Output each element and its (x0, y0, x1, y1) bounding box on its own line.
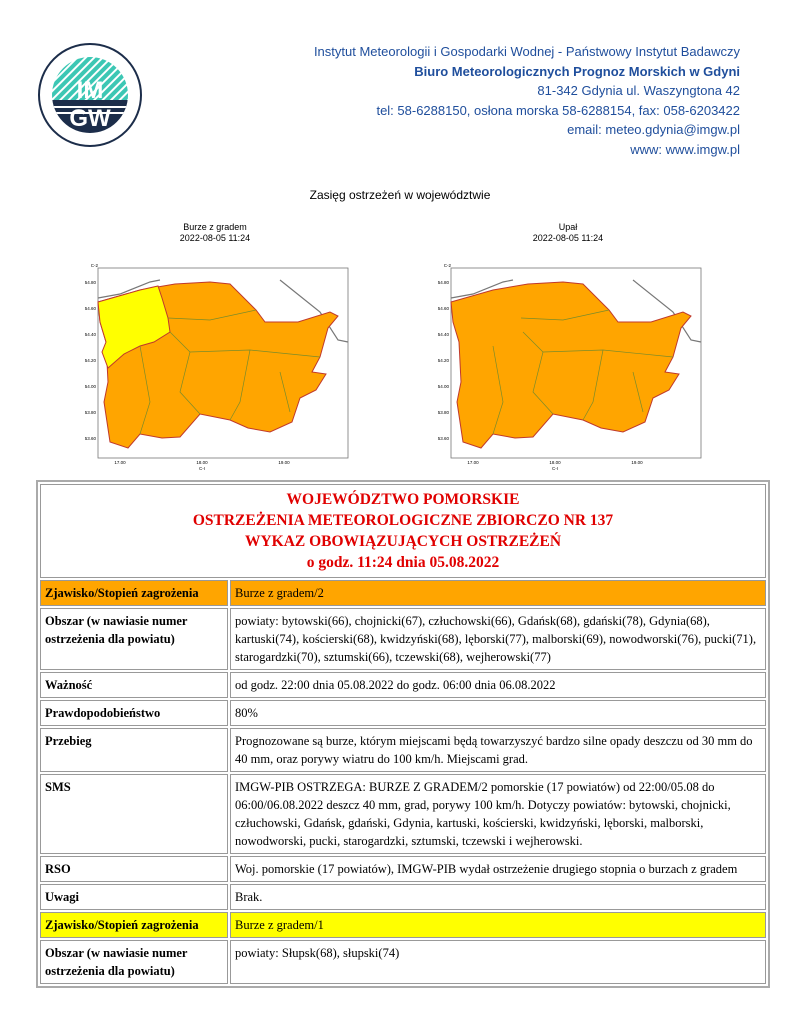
table-row (40, 774, 766, 854)
y-tick-label: 54.60 (437, 306, 449, 311)
y-axis-label: C-2 (443, 263, 451, 268)
row-value: powiaty: Słupsk(68), słupski(74) (230, 940, 766, 984)
imgw-logo (32, 42, 148, 148)
table-row (40, 672, 766, 698)
row-value: powiaty: bytowski(66), chojnicki(67), człuchowski(66), Gdańsk(68), gdański(78), Gdynia(68), kartuski(74), kościerski(68), kwidzyński(68), lęborski(77), malborski(69), nowodworski(76), pucki(71), starogardzki(70), sztumski(66), tczewski(68), wejherowski(77) (230, 608, 766, 670)
y-tick-label: 53.80 (84, 410, 96, 415)
row-value: Prognozowane są burze, którym miejscami będą towarzyszyć bardzo silne opady deszczu od 30 mm do 40 mm, oraz porywy wiatru do 100 km/h. Miejscami grad. (230, 728, 766, 772)
address: 81-342 Gdynia ul. Waszyngtona 42 (537, 83, 740, 98)
table-row (40, 912, 766, 938)
row-label: Ważność (40, 672, 228, 698)
map-caption-1 (85, 222, 345, 244)
table-row (40, 608, 766, 670)
institute-header (314, 42, 740, 159)
y-tick-label: 54.20 (84, 358, 96, 363)
row-value: Brak. (230, 884, 766, 910)
phone: tel: 58-6288150, osłona morska 58-6288154, fax: 058-6203422 (376, 102, 740, 118)
row-value: od godz. 22:00 dnia 05.08.2022 do godz. 06:00 dnia 06.08.2022 (230, 672, 766, 698)
email: email: meteo.gdynia@imgw.pl (567, 122, 740, 137)
y-tick-label: 54.00 (437, 384, 449, 389)
row-label: Uwagi (40, 884, 228, 910)
row-label: Prawdopodobieństwo (40, 700, 228, 726)
row-value: IMGW-PIB OSTRZEGA: BURZE Z GRADEM/2 pomorskie (17 powiatów) od 22:00/05.08 do 06:00/06.08.2022 deszcz 40 mm, grad, porywy 100 km/h. Dotyczy powiatów: bytowski, chojnicki, człuchowski, Gdańsk, gdański, Gdynia, kartuski, kościerski, kwidzyński, lęborski, malborski, nowodworski, pucki, starogardzki, sztumski, tczewski i wejherowski. (230, 774, 766, 854)
map-caption-2 (438, 222, 698, 244)
x-tick-label: 18.00 (549, 460, 561, 465)
row-label: Zjawisko/Stopień zagrożenia (40, 912, 228, 938)
institute-name: Instytut Meteorologii i Gospodarki Wodnej - Państwowy Instytut Badawczy (313, 44, 740, 59)
y-tick-label: 54.40 (84, 332, 96, 337)
title-line: WOJEWÓDZTWO POMORSKIE (286, 491, 520, 508)
table-row (40, 728, 766, 772)
x-axis-label: C-I (552, 466, 558, 471)
y-tick-label: 54.80 (437, 280, 449, 285)
table-row (40, 884, 766, 910)
y-tick-label: 53.60 (437, 436, 449, 441)
title-line: o godz. 11:24 dnia 05.08.2022 (306, 554, 500, 571)
x-tick-label: 18.00 (196, 460, 208, 465)
table-title (40, 484, 766, 578)
row-label: Przebieg (40, 728, 228, 772)
y-tick-label: 54.60 (84, 306, 96, 311)
y-tick-label: 54.20 (437, 358, 449, 363)
x-tick-label: 17.00 (114, 460, 126, 465)
table-row (40, 856, 766, 882)
y-tick-label: 54.80 (84, 280, 96, 285)
x-tick-label: 19.00 (278, 460, 290, 465)
title-line: WYKAZ OBOWIĄZUJĄCYCH OSTRZEŻEŃ (244, 533, 562, 550)
row-value: 80% (230, 700, 766, 726)
x-tick-label: 19.00 (631, 460, 643, 465)
warnings-table (36, 480, 770, 988)
website: www: www.imgw.pl (630, 141, 740, 157)
map-date: 2022-08-05 11:24 (532, 233, 604, 243)
table-row (40, 700, 766, 726)
warning-map-hail (80, 262, 350, 472)
map-date: 2022-08-05 11:24 (179, 233, 251, 243)
table-row (40, 580, 766, 606)
map-title: Upał (558, 222, 578, 232)
svg-text:GW: GW (69, 105, 111, 132)
y-tick-label: 53.60 (84, 436, 96, 441)
row-label: Zjawisko/Stopień zagrożenia (40, 580, 228, 606)
title-line: OSTRZEŻENIA METEOROLOGICZNE ZBIORCZO NR 137 (192, 512, 614, 529)
x-axis-label: C-I (199, 466, 205, 471)
row-label: RSO (40, 856, 228, 882)
y-tick-label: 53.80 (437, 410, 449, 415)
table-row (40, 940, 766, 984)
row-value: Burze z gradem/1 (230, 912, 766, 938)
row-label: Obszar (w nawiasie numer ostrzeżenia dla powiatu) (40, 608, 228, 670)
row-value: Burze z gradem/2 (230, 580, 766, 606)
x-tick-label: 17.00 (467, 460, 479, 465)
warning-map-heat (433, 262, 703, 472)
row-label: Obszar (w nawiasie numer ostrzeżenia dla powiatu) (40, 940, 228, 984)
map-title: Burze z gradem (183, 222, 247, 232)
svg-text:IM: IM (76, 77, 104, 104)
y-axis-label: C-2 (90, 263, 98, 268)
y-tick-label: 54.40 (437, 332, 449, 337)
office-name: Biuro Meteorologicznych Prognoz Morskich w Gdyni (414, 63, 740, 79)
row-value: Woj. pomorskie (17 powiatów), IMGW-PIB wydał ostrzeżenie drugiego stopnia o burzach z gradem (230, 856, 766, 882)
y-tick-label: 54.00 (84, 384, 96, 389)
section-subtitle: Zasięg ostrzeżeń w województwie (309, 188, 491, 202)
row-label: SMS (40, 774, 228, 854)
